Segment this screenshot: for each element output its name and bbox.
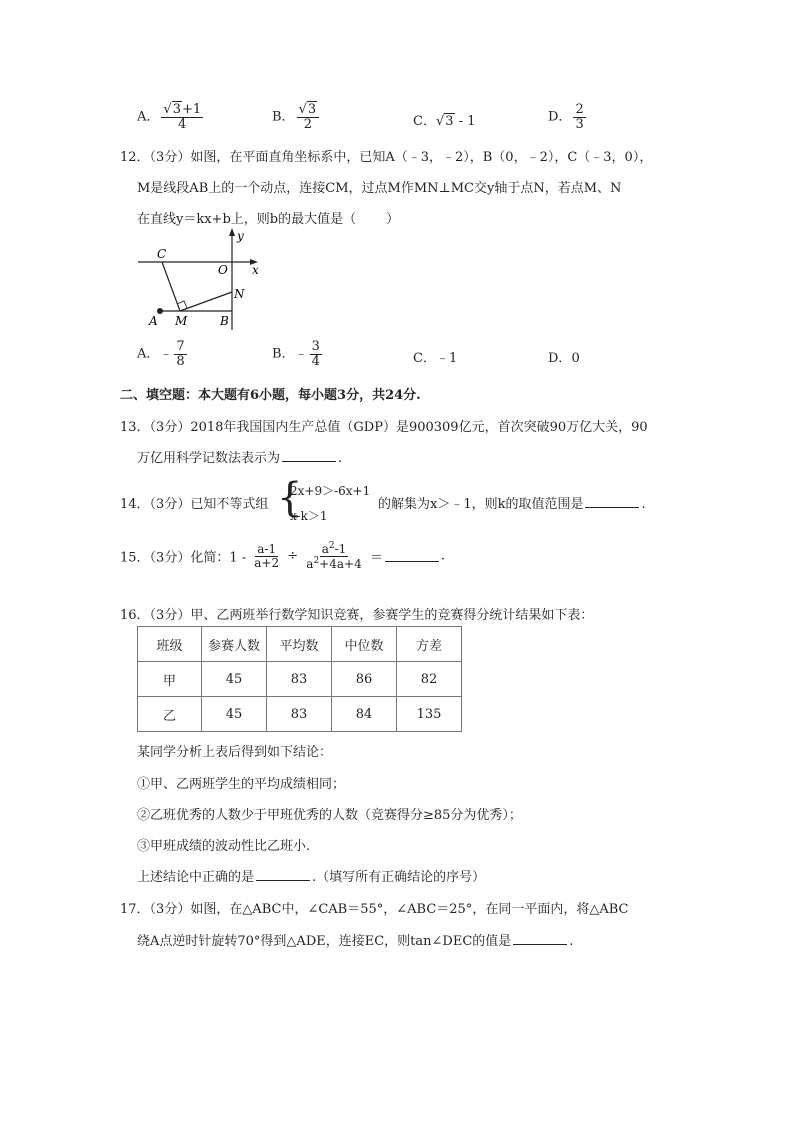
label-m: M bbox=[175, 314, 188, 328]
label-x: x bbox=[252, 263, 259, 277]
header-cell: 平均数 bbox=[267, 627, 332, 662]
table-cell: 84 bbox=[332, 697, 397, 732]
q16-answer-blank bbox=[256, 870, 310, 881]
header-cell: 方差 bbox=[397, 627, 462, 662]
q12-option-b: B．﹣ $\frac{3}{4}$ bbox=[272, 339, 320, 369]
table-cell: 乙 bbox=[138, 697, 202, 732]
header-cell: 班级 bbox=[138, 627, 202, 662]
table-cell: 83 bbox=[267, 662, 332, 697]
q16-question: 上述结论中正确的是 .（填写所有正确结论的序号） bbox=[137, 870, 486, 885]
q16-conclusion-1: ①甲、乙两班学生的平均成绩相同； bbox=[137, 777, 346, 792]
q14-prefix: 14．（3分）已知不等式组 bbox=[120, 497, 269, 512]
table-row bbox=[138, 697, 462, 732]
q11-option-a: A． $\frac{√3+1}{4}$ bbox=[137, 102, 202, 132]
label-y: y bbox=[237, 229, 244, 243]
q12-option-a: A．﹣ $\frac{7}{8}$ bbox=[137, 339, 185, 369]
table-cell: 82 bbox=[397, 662, 462, 697]
table-cell: 83 bbox=[267, 697, 332, 732]
q11-option-d: D． $\frac{2}{3}$ bbox=[548, 102, 584, 132]
q17-line2: 绕A点逆时针旋转70°得到△ADE，连接EC，则tan∠DEC的值是 . bbox=[137, 934, 574, 949]
q17-answer-blank bbox=[513, 934, 567, 945]
q14-suffix: 的解集为x＞﹣1，则k的取值范围是 . bbox=[378, 497, 646, 512]
q12-line3: 在直线y＝kx+b上，则b的最大值是（ ） bbox=[137, 212, 400, 227]
q16-stats-table bbox=[137, 626, 462, 732]
q11-option-c: C．√3 - 1 bbox=[413, 114, 476, 129]
q11-option-b: B． $\frac{√3}{2}$ bbox=[272, 103, 321, 131]
q15-answer-blank bbox=[385, 551, 439, 562]
q16-intro: 16．（3分）甲、乙两班举行数学知识竞赛，参赛学生的竞赛得分统计结果如下表： bbox=[120, 608, 594, 623]
segment-mn bbox=[180, 292, 232, 311]
q14-row2: x-k＞1 bbox=[290, 509, 328, 523]
section-title-fill-in: 二、填空题：本大题有6小题，每小题3分，共24分. bbox=[120, 388, 421, 403]
table-cell: 45 bbox=[202, 697, 267, 732]
label-c: C bbox=[157, 247, 167, 261]
q16-analysis: 某同学分析上表后得到如下结论： bbox=[137, 745, 333, 760]
q13-line2: 万亿用科学记数法表示为 . bbox=[137, 451, 343, 466]
q14-brace: { bbox=[277, 475, 303, 521]
table-header-row bbox=[138, 627, 462, 662]
q12-option-c: C．﹣1 bbox=[413, 351, 458, 366]
q14-answer-blank bbox=[585, 497, 639, 508]
table-cell: 45 bbox=[202, 662, 267, 697]
table-row bbox=[138, 662, 462, 697]
q14-row1: 2x+9＞-6x+1 bbox=[290, 484, 371, 498]
header-cell: 中位数 bbox=[332, 627, 397, 662]
y-axis-arrow bbox=[229, 228, 235, 236]
label-n: N bbox=[234, 287, 245, 301]
table-cell: 甲 bbox=[138, 662, 202, 697]
q16-conclusion-2: ②乙班优秀的人数少于甲班优秀的人数（竞赛得分≥85分为优秀）； bbox=[137, 808, 522, 823]
q15-expression: 15．（3分）化简：1 - $\frac{a-1}{a+2}$ ÷ $\frac{a^2-1}{a^2+4a+4}$ ＝ . bbox=[120, 541, 446, 571]
point-a bbox=[157, 308, 163, 314]
label-a: A bbox=[149, 314, 158, 328]
q12-line1: 12．（3分）如图，在平面直角坐标系中，已知A（﹣3，﹣2），B（0，﹣2），C（﹣3，0）， bbox=[120, 150, 653, 165]
label-o: O bbox=[218, 263, 228, 277]
q13-answer-blank bbox=[282, 451, 336, 462]
q12-option-d: D．0 bbox=[548, 351, 580, 366]
table-cell: 86 bbox=[332, 662, 397, 697]
q16-conclusion-3: ③甲班成绩的波动性比乙班小. bbox=[137, 839, 311, 854]
table-cell: 135 bbox=[397, 697, 462, 732]
q12-line2: M是线段AB上的一个动点，连接CM，过点M作MN⊥MC交y轴于点N，若点M、N bbox=[137, 181, 622, 196]
header-cell: 参赛人数 bbox=[202, 627, 267, 662]
q11-option-a-fraction: $\frac{√3+1}{4}$ bbox=[163, 102, 202, 132]
label-b: B bbox=[220, 314, 229, 328]
q17-line1: 17．（3分）如图，在△ABC中，∠CAB＝55°，∠ABC＝25°，在同一平面内，将△ABC bbox=[120, 902, 629, 917]
q13-line1: 13．（3分）2018年我国国内生产总值（GDP）是900309亿元，首次突破90万亿大关，90 bbox=[120, 420, 648, 435]
q12-figure bbox=[130, 226, 270, 336]
